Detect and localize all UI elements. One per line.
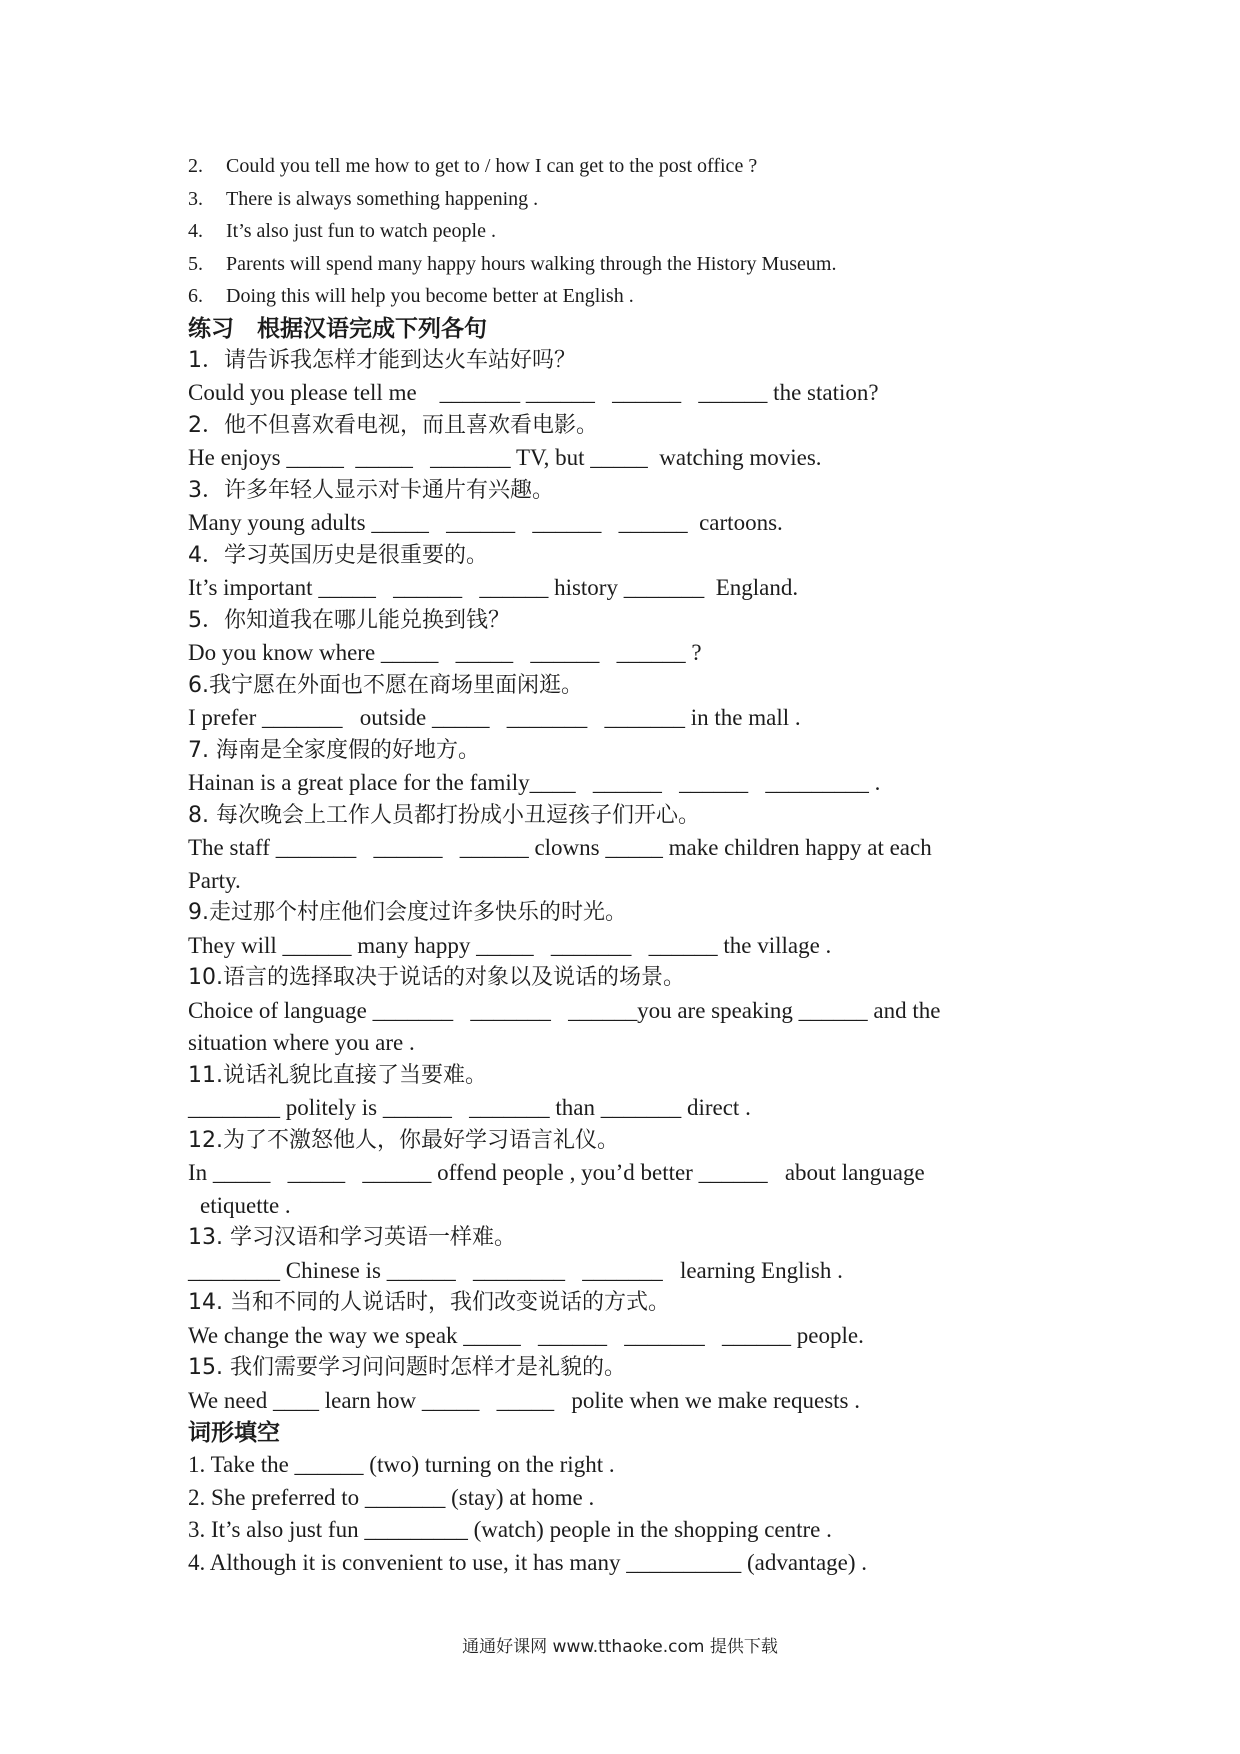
answer-item	[188, 280, 1088, 313]
word-form-item: 1. Take the ______ (two) turning on the right .	[188, 1452, 615, 1477]
chinese-prompt: 13. 学习汉语和学习英语一样难。	[188, 1225, 516, 1250]
word-form-heading: 词形填空	[188, 1420, 280, 1446]
english-sentence: Could you please tell me _______ ______ ______ ______ the station?	[188, 380, 879, 405]
item-number: 6.	[188, 285, 203, 307]
chinese-prompt: 8. 每次晚会上工作人员都打扮成小丑逗孩子们开心。	[188, 802, 700, 828]
item-number: 2.	[188, 155, 203, 177]
item-number: 4.	[188, 220, 203, 242]
word-form-item: 4. Although it is convenient to use, it has many __________ (advantage) .	[188, 1549, 868, 1575]
item-text: Could you tell me how to get to / how I can get to the post office ?	[226, 155, 758, 177]
english-sentence: We need ____ learn how _____ _____ polite when we make requests .	[188, 1387, 861, 1413]
english-sentence: They will ______ many happy _____ _______ ______ the village .	[188, 932, 832, 958]
item-number: 5.	[188, 252, 203, 275]
answer-list	[188, 150, 1088, 313]
chinese-prompt: 4．学习英国历史是很重要的。	[188, 542, 488, 568]
page-footer: 通通好课网 www.tthaoke.com 提供下载	[462, 1637, 778, 1657]
chinese-prompt: 11.说话礼貌比直接了当要难。	[188, 1062, 487, 1088]
answer-item	[188, 150, 1088, 183]
exercise-section	[188, 345, 1088, 1418]
english-sentence-continuation: etiquette .	[200, 1192, 291, 1218]
english-sentence: ________ Chinese is ______ ________ _______ learning English .	[188, 1257, 843, 1283]
answer-item	[188, 248, 1088, 281]
word-form-item: 2. She preferred to _______ (stay) at home .	[188, 1484, 595, 1510]
chinese-prompt: 12.为了不激怒他人，你最好学习语言礼仪。	[188, 1127, 619, 1153]
chinese-prompt: 9.走过那个村庄他们会度过许多快乐的时光。	[188, 900, 627, 925]
word-form-section	[188, 1449, 1088, 1579]
answer-item	[188, 215, 1088, 248]
english-sentence: In _____ _____ ______ offend people , you’d better ______ about language	[188, 1160, 925, 1185]
item-text: Doing this will help you become better at English .	[226, 285, 634, 307]
item-number: 3.	[188, 187, 203, 210]
chinese-prompt: 5．你知道我在哪儿能兑换到钱？	[188, 607, 510, 633]
english-sentence: We change the way we speak _____ ______ _______ ______ people.	[188, 1322, 864, 1348]
answer-item	[188, 183, 1088, 216]
english-sentence: ________ politely is ______ _______ than _______ direct .	[188, 1095, 751, 1120]
worksheet-page	[188, 150, 1088, 1579]
english-sentence: I prefer _______ outside _____ _______ _______ in the mall .	[188, 705, 801, 730]
exercise-heading: 练习 根据汉语完成下列各句	[188, 315, 487, 342]
english-sentence-continuation: situation where you are .	[188, 1030, 415, 1055]
chinese-prompt: 10.语言的选择取决于说话的对象以及说话的场景。	[188, 965, 685, 990]
chinese-prompt: 6.我宁愿在外面也不愿在商场里面闲逛。	[188, 672, 583, 698]
chinese-prompt: 3．许多年轻人显示对卡通片有兴趣。	[188, 477, 554, 503]
english-sentence: The staff _______ ______ ______ clowns _____ make children happy at each	[188, 835, 932, 860]
item-text: There is always something happening .	[226, 187, 539, 210]
chinese-prompt: 7. 海南是全家度假的好地方。	[188, 737, 480, 763]
english-sentence: It’s important _____ ______ ______ history _______ England.	[188, 575, 799, 600]
word-form-item: 3. It’s also just fun _________ (watch) people in the shopping centre .	[188, 1517, 832, 1542]
english-sentence: Do you know where _____ _____ ______ ______ ?	[188, 640, 702, 665]
english-sentence: Many young adults _____ ______ ______ ______ cartoons.	[188, 510, 783, 535]
english-sentence-continuation: Party.	[188, 867, 241, 893]
chinese-prompt: 14. 当和不同的人说话时，我们改变说话的方式。	[188, 1290, 670, 1315]
english-sentence: He enjoys _____ _____ _______ TV, but _____ watching movies.	[188, 445, 822, 470]
item-text: It’s also just fun to watch people .	[226, 220, 496, 242]
chinese-prompt: 15. 我们需要学习问问题时怎样才是礼貌的。	[188, 1355, 626, 1380]
chinese-prompt: 1．请告诉我怎样才能到达火车站好吗？	[188, 347, 576, 373]
item-text: Parents will spend many happy hours walking through the History Museum.	[226, 252, 837, 275]
english-sentence: Hainan is a great place for the family____ ______ ______ _________ .	[188, 770, 881, 795]
english-sentence: Choice of language _______ _______ ______you are speaking ______ and the	[188, 997, 941, 1023]
chinese-prompt: 2．他不但喜欢看电视，而且喜欢看电影。	[188, 412, 598, 438]
